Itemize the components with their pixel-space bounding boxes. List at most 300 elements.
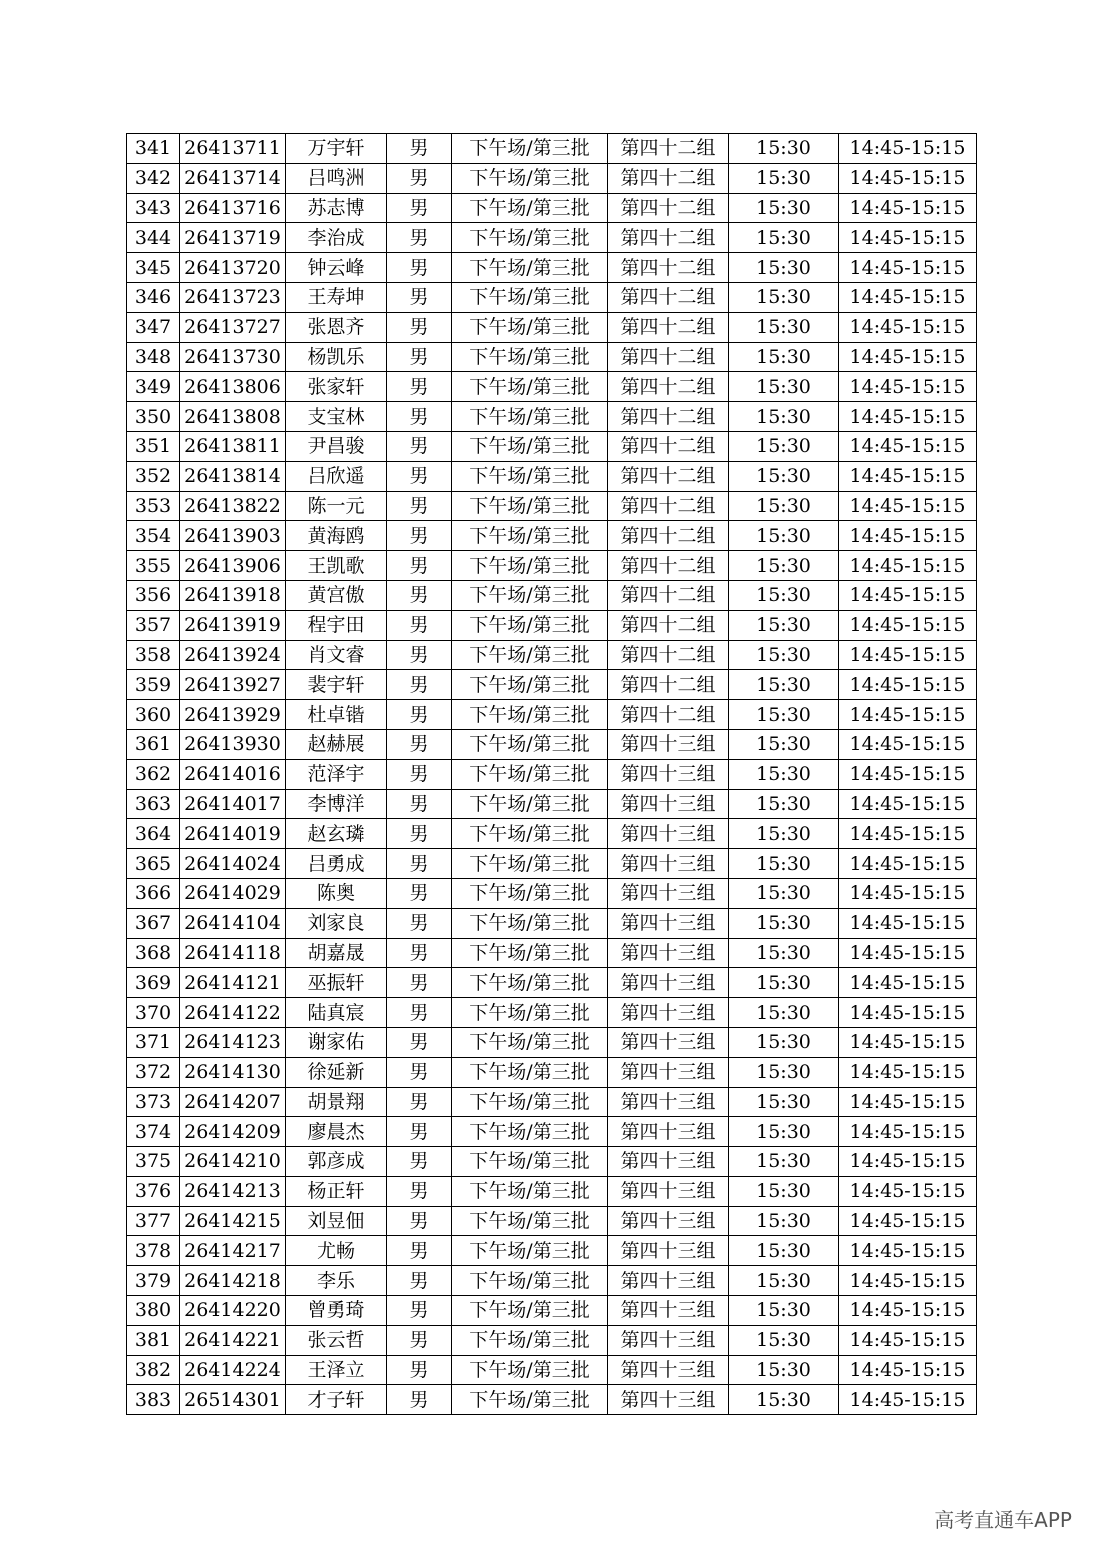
table-row [127,998,977,1028]
group-cell: 第四十二组 [608,134,729,164]
student-name-cell: 万宇轩 [286,134,387,164]
time-slot-cell: 14:45-15:15 [839,1176,977,1206]
group-cell: 第四十三组 [608,908,729,938]
row-index-cell: 356 [127,580,180,610]
group-cell: 第四十三组 [608,1296,729,1326]
group-cell: 第四十三组 [608,968,729,998]
report-time-cell: 15:30 [729,223,839,253]
session-batch-cell: 下午场/第三批 [452,402,608,432]
group-cell: 第四十三组 [608,1117,729,1147]
row-index-cell: 359 [127,670,180,700]
exam-id-cell: 26413714 [180,163,286,193]
exam-id-cell: 26414121 [180,968,286,998]
group-cell: 第四十三组 [608,1325,729,1355]
table-row [127,640,977,670]
report-time-cell: 15:30 [729,461,839,491]
row-index-cell: 374 [127,1117,180,1147]
student-name-cell: 刘家良 [286,908,387,938]
student-name-cell: 陈一元 [286,491,387,521]
group-cell: 第四十三组 [608,1206,729,1236]
exam-id-cell: 26413723 [180,282,286,312]
session-batch-cell: 下午场/第三批 [452,491,608,521]
session-batch-cell: 下午场/第三批 [452,521,608,551]
session-batch-cell: 下午场/第三批 [452,610,608,640]
exam-id-cell: 26414016 [180,759,286,789]
exam-id-cell: 26413730 [180,342,286,372]
session-batch-cell: 下午场/第三批 [452,1385,608,1415]
row-index-cell: 361 [127,729,180,759]
student-name-cell: 范泽宇 [286,759,387,789]
student-name-cell: 李治成 [286,223,387,253]
exam-id-cell: 26413711 [180,134,286,164]
gender-cell: 男 [387,282,452,312]
group-cell: 第四十三组 [608,1147,729,1177]
row-index-cell: 350 [127,402,180,432]
table-row [127,1057,977,1087]
student-name-cell: 廖晨杰 [286,1117,387,1147]
group-cell: 第四十二组 [608,670,729,700]
session-batch-cell: 下午场/第三批 [452,1117,608,1147]
group-cell: 第四十三组 [608,1176,729,1206]
time-slot-cell: 14:45-15:15 [839,1325,977,1355]
exam-id-cell: 26414122 [180,998,286,1028]
group-cell: 第四十二组 [608,402,729,432]
report-time-cell: 15:30 [729,670,839,700]
table-row [127,1296,977,1326]
exam-id-cell: 26414220 [180,1296,286,1326]
time-slot-cell: 14:45-15:15 [839,312,977,342]
exam-id-cell: 26413808 [180,402,286,432]
student-name-cell: 李乐 [286,1266,387,1296]
group-cell: 第四十三组 [608,1087,729,1117]
gender-cell: 男 [387,998,452,1028]
row-index-cell: 355 [127,551,180,581]
gender-cell: 男 [387,312,452,342]
table-row [127,134,977,164]
time-slot-cell: 14:45-15:15 [839,253,977,283]
student-name-cell: 赵赫展 [286,729,387,759]
time-slot-cell: 14:45-15:15 [839,551,977,581]
row-index-cell: 372 [127,1057,180,1087]
time-slot-cell: 14:45-15:15 [839,580,977,610]
session-batch-cell: 下午场/第三批 [452,253,608,283]
student-name-cell: 苏志博 [286,193,387,223]
session-batch-cell: 下午场/第三批 [452,1266,608,1296]
time-slot-cell: 14:45-15:15 [839,729,977,759]
time-slot-cell: 14:45-15:15 [839,491,977,521]
table-row [127,1147,977,1177]
row-index-cell: 364 [127,819,180,849]
report-time-cell: 15:30 [729,849,839,879]
group-cell: 第四十二组 [608,461,729,491]
row-index-cell: 380 [127,1296,180,1326]
report-time-cell: 15:30 [729,1325,839,1355]
time-slot-cell: 14:45-15:15 [839,789,977,819]
session-batch-cell: 下午场/第三批 [452,1087,608,1117]
student-name-cell: 胡景翔 [286,1087,387,1117]
table-row [127,938,977,968]
roster-table [126,133,977,1415]
report-time-cell: 15:30 [729,551,839,581]
report-time-cell: 15:30 [729,640,839,670]
row-index-cell: 344 [127,223,180,253]
exam-id-cell: 26413927 [180,670,286,700]
gender-cell: 男 [387,551,452,581]
time-slot-cell: 14:45-15:15 [839,700,977,730]
gender-cell: 男 [387,521,452,551]
report-time-cell: 15:30 [729,1087,839,1117]
table-row [127,908,977,938]
group-cell: 第四十二组 [608,640,729,670]
gender-cell: 男 [387,759,452,789]
table-row [127,1117,977,1147]
row-index-cell: 373 [127,1087,180,1117]
exam-id-cell: 26414217 [180,1236,286,1266]
row-index-cell: 351 [127,431,180,461]
row-index-cell: 342 [127,163,180,193]
time-slot-cell: 14:45-15:15 [839,1087,977,1117]
exam-id-cell: 26414017 [180,789,286,819]
gender-cell: 男 [387,223,452,253]
time-slot-cell: 14:45-15:15 [839,163,977,193]
group-cell: 第四十二组 [608,342,729,372]
table-row [127,1355,977,1385]
gender-cell: 男 [387,580,452,610]
session-batch-cell: 下午场/第三批 [452,908,608,938]
gender-cell: 男 [387,431,452,461]
report-time-cell: 15:30 [729,134,839,164]
exam-id-cell: 26414104 [180,908,286,938]
row-index-cell: 365 [127,849,180,879]
table-row [127,1385,977,1415]
table-row [127,431,977,461]
student-name-cell: 肖文睿 [286,640,387,670]
row-index-cell: 381 [127,1325,180,1355]
report-time-cell: 15:30 [729,1236,839,1266]
report-time-cell: 15:30 [729,1206,839,1236]
report-time-cell: 15:30 [729,193,839,223]
gender-cell: 男 [387,1385,452,1415]
row-index-cell: 370 [127,998,180,1028]
table-row [127,849,977,879]
exam-id-cell: 26414224 [180,1355,286,1385]
exam-id-cell: 26414029 [180,878,286,908]
table-row [127,1027,977,1057]
group-cell: 第四十三组 [608,1057,729,1087]
group-cell: 第四十二组 [608,700,729,730]
session-batch-cell: 下午场/第三批 [452,968,608,998]
gender-cell: 男 [387,253,452,283]
gender-cell: 男 [387,849,452,879]
student-name-cell: 才子轩 [286,1385,387,1415]
gender-cell: 男 [387,789,452,819]
group-cell: 第四十二组 [608,193,729,223]
table-row [127,610,977,640]
group-cell: 第四十二组 [608,312,729,342]
time-slot-cell: 14:45-15:15 [839,1296,977,1326]
exam-id-cell: 26413822 [180,491,286,521]
exam-id-cell: 26414024 [180,849,286,879]
table-row [127,1087,977,1117]
session-batch-cell: 下午场/第三批 [452,640,608,670]
row-index-cell: 345 [127,253,180,283]
exam-id-cell: 26413720 [180,253,286,283]
time-slot-cell: 14:45-15:15 [839,640,977,670]
table-row [127,1206,977,1236]
table-row [127,491,977,521]
group-cell: 第四十三组 [608,878,729,908]
exam-id-cell: 26413929 [180,700,286,730]
gender-cell: 男 [387,1325,452,1355]
time-slot-cell: 14:45-15:15 [839,1206,977,1236]
gender-cell: 男 [387,1266,452,1296]
exam-id-cell: 26514301 [180,1385,286,1415]
group-cell: 第四十二组 [608,491,729,521]
time-slot-cell: 14:45-15:15 [839,282,977,312]
exam-id-cell: 26413924 [180,640,286,670]
report-time-cell: 15:30 [729,372,839,402]
row-index-cell: 348 [127,342,180,372]
gender-cell: 男 [387,1236,452,1266]
row-index-cell: 377 [127,1206,180,1236]
table-row [127,1176,977,1206]
group-cell: 第四十三组 [608,819,729,849]
group-cell: 第四十二组 [608,372,729,402]
report-time-cell: 15:30 [729,998,839,1028]
report-time-cell: 15:30 [729,163,839,193]
student-name-cell: 曾勇琦 [286,1296,387,1326]
session-batch-cell: 下午场/第三批 [452,998,608,1028]
table-row [127,282,977,312]
session-batch-cell: 下午场/第三批 [452,372,608,402]
report-time-cell: 15:30 [729,1266,839,1296]
gender-cell: 男 [387,1296,452,1326]
exam-id-cell: 26414118 [180,938,286,968]
exam-id-cell: 26413903 [180,521,286,551]
session-batch-cell: 下午场/第三批 [452,1236,608,1266]
report-time-cell: 15:30 [729,908,839,938]
gender-cell: 男 [387,461,452,491]
student-name-cell: 支宝林 [286,402,387,432]
report-time-cell: 15:30 [729,312,839,342]
row-index-cell: 383 [127,1385,180,1415]
group-cell: 第四十二组 [608,580,729,610]
exam-id-cell: 26414123 [180,1027,286,1057]
table-row [127,759,977,789]
time-slot-cell: 14:45-15:15 [839,1266,977,1296]
table-row [127,700,977,730]
group-cell: 第四十三组 [608,789,729,819]
student-name-cell: 黄宫傲 [286,580,387,610]
table-row [127,580,977,610]
exam-id-cell: 26413727 [180,312,286,342]
table-row [127,878,977,908]
report-time-cell: 15:30 [729,253,839,283]
student-name-cell: 陈奥 [286,878,387,908]
group-cell: 第四十二组 [608,551,729,581]
student-name-cell: 杨凯乐 [286,342,387,372]
row-index-cell: 379 [127,1266,180,1296]
time-slot-cell: 14:45-15:15 [839,1027,977,1057]
session-batch-cell: 下午场/第三批 [452,878,608,908]
table-row [127,312,977,342]
exam-id-cell: 26413716 [180,193,286,223]
row-index-cell: 341 [127,134,180,164]
group-cell: 第四十二组 [608,253,729,283]
student-name-cell: 程宇田 [286,610,387,640]
report-time-cell: 15:30 [729,819,839,849]
time-slot-cell: 14:45-15:15 [839,878,977,908]
roster-body [127,134,977,1415]
report-time-cell: 15:30 [729,402,839,432]
table-row [127,193,977,223]
report-time-cell: 15:30 [729,491,839,521]
session-batch-cell: 下午场/第三批 [452,759,608,789]
session-batch-cell: 下午场/第三批 [452,1206,608,1236]
session-batch-cell: 下午场/第三批 [452,342,608,372]
report-time-cell: 15:30 [729,1117,839,1147]
time-slot-cell: 14:45-15:15 [839,521,977,551]
student-name-cell: 李博洋 [286,789,387,819]
session-batch-cell: 下午场/第三批 [452,1057,608,1087]
time-slot-cell: 14:45-15:15 [839,1117,977,1147]
time-slot-cell: 14:45-15:15 [839,1057,977,1087]
session-batch-cell: 下午场/第三批 [452,670,608,700]
exam-id-cell: 26414221 [180,1325,286,1355]
time-slot-cell: 14:45-15:15 [839,134,977,164]
student-name-cell: 杜卓锴 [286,700,387,730]
report-time-cell: 15:30 [729,342,839,372]
group-cell: 第四十三组 [608,1236,729,1266]
exam-id-cell: 26414218 [180,1266,286,1296]
gender-cell: 男 [387,402,452,432]
gender-cell: 男 [387,1176,452,1206]
row-index-cell: 367 [127,908,180,938]
report-time-cell: 15:30 [729,789,839,819]
time-slot-cell: 14:45-15:15 [839,998,977,1028]
gender-cell: 男 [387,819,452,849]
student-name-cell: 胡嘉晟 [286,938,387,968]
report-time-cell: 15:30 [729,610,839,640]
row-index-cell: 360 [127,700,180,730]
report-time-cell: 15:30 [729,1057,839,1087]
group-cell: 第四十三组 [608,1385,729,1415]
exam-id-cell: 26414019 [180,819,286,849]
report-time-cell: 15:30 [729,580,839,610]
group-cell: 第四十二组 [608,431,729,461]
session-batch-cell: 下午场/第三批 [452,1147,608,1177]
group-cell: 第四十三组 [608,1027,729,1057]
group-cell: 第四十三组 [608,938,729,968]
table-row [127,461,977,491]
student-name-cell: 张恩齐 [286,312,387,342]
time-slot-cell: 14:45-15:15 [839,223,977,253]
student-name-cell: 吕欣遥 [286,461,387,491]
gender-cell: 男 [387,968,452,998]
group-cell: 第四十二组 [608,163,729,193]
gender-cell: 男 [387,908,452,938]
session-batch-cell: 下午场/第三批 [452,729,608,759]
exam-id-cell: 26413918 [180,580,286,610]
session-batch-cell: 下午场/第三批 [452,551,608,581]
row-index-cell: 368 [127,938,180,968]
time-slot-cell: 14:45-15:15 [839,193,977,223]
row-index-cell: 363 [127,789,180,819]
time-slot-cell: 14:45-15:15 [839,759,977,789]
row-index-cell: 343 [127,193,180,223]
time-slot-cell: 14:45-15:15 [839,1236,977,1266]
gender-cell: 男 [387,342,452,372]
group-cell: 第四十三组 [608,759,729,789]
table-row [127,342,977,372]
gender-cell: 男 [387,729,452,759]
table-row [127,968,977,998]
report-time-cell: 15:30 [729,938,839,968]
report-time-cell: 15:30 [729,1355,839,1385]
group-cell: 第四十三组 [608,1266,729,1296]
student-name-cell: 王凯歌 [286,551,387,581]
table-row [127,163,977,193]
student-name-cell: 陆真宸 [286,998,387,1028]
table-row [127,1266,977,1296]
gender-cell: 男 [387,670,452,700]
time-slot-cell: 14:45-15:15 [839,610,977,640]
session-batch-cell: 下午场/第三批 [452,1027,608,1057]
group-cell: 第四十三组 [608,1355,729,1385]
gender-cell: 男 [387,1117,452,1147]
session-batch-cell: 下午场/第三批 [452,134,608,164]
row-index-cell: 369 [127,968,180,998]
group-cell: 第四十三组 [608,849,729,879]
table-row [127,253,977,283]
exam-id-cell: 26413811 [180,431,286,461]
report-time-cell: 15:30 [729,1385,839,1415]
session-batch-cell: 下午场/第三批 [452,223,608,253]
row-index-cell: 371 [127,1027,180,1057]
report-time-cell: 15:30 [729,968,839,998]
report-time-cell: 15:30 [729,700,839,730]
time-slot-cell: 14:45-15:15 [839,461,977,491]
student-name-cell: 郭彦成 [286,1147,387,1177]
gender-cell: 男 [387,700,452,730]
row-index-cell: 346 [127,282,180,312]
gender-cell: 男 [387,610,452,640]
student-name-cell: 尤畅 [286,1236,387,1266]
row-index-cell: 378 [127,1236,180,1266]
table-row [127,223,977,253]
student-name-cell: 吕鸣洲 [286,163,387,193]
exam-id-cell: 26414209 [180,1117,286,1147]
gender-cell: 男 [387,372,452,402]
session-batch-cell: 下午场/第三批 [452,1355,608,1385]
gender-cell: 男 [387,134,452,164]
row-index-cell: 362 [127,759,180,789]
session-batch-cell: 下午场/第三批 [452,1325,608,1355]
time-slot-cell: 14:45-15:15 [839,1385,977,1415]
report-time-cell: 15:30 [729,1027,839,1057]
exam-id-cell: 26413919 [180,610,286,640]
student-name-cell: 吕勇成 [286,849,387,879]
report-time-cell: 15:30 [729,521,839,551]
session-batch-cell: 下午场/第三批 [452,193,608,223]
gender-cell: 男 [387,193,452,223]
session-batch-cell: 下午场/第三批 [452,700,608,730]
gender-cell: 男 [387,878,452,908]
report-time-cell: 15:30 [729,1147,839,1177]
session-batch-cell: 下午场/第三批 [452,819,608,849]
table-row [127,670,977,700]
session-batch-cell: 下午场/第三批 [452,1176,608,1206]
